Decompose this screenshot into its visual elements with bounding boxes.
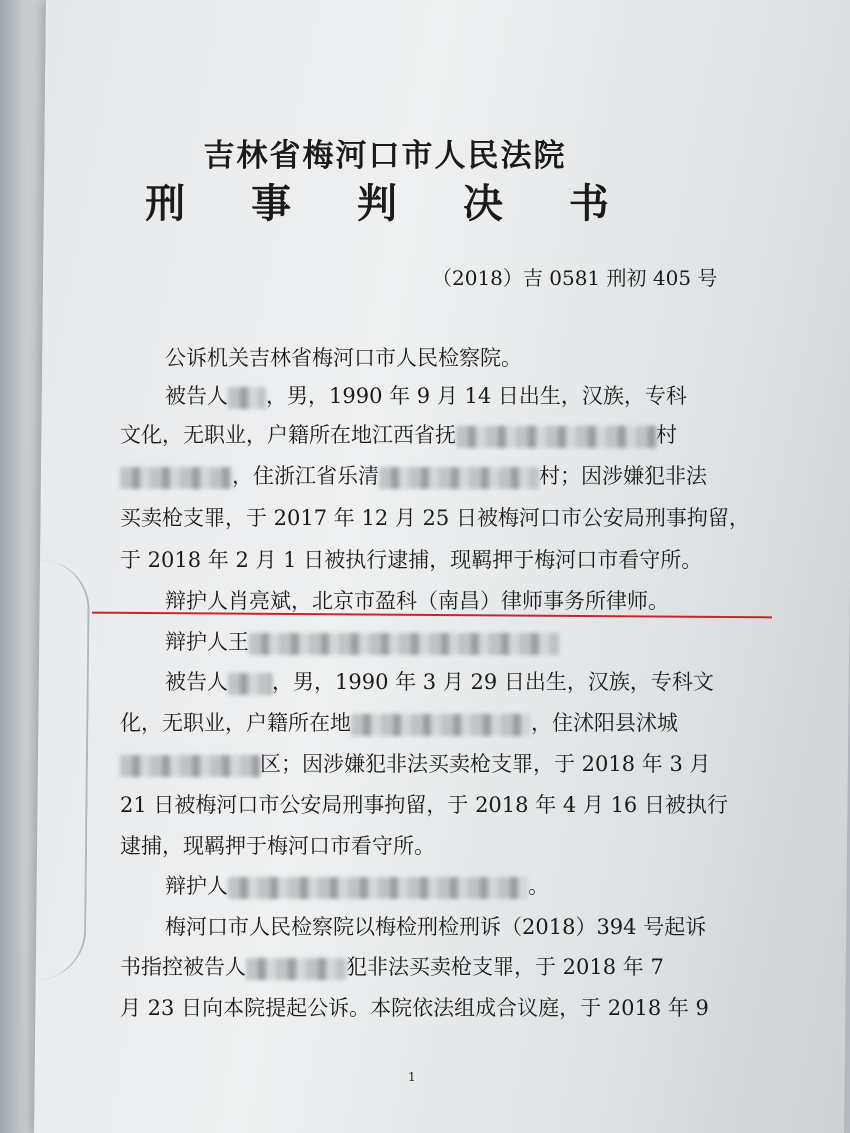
redacted-block: [351, 714, 531, 736]
line-text: ，住沭阳县沭城: [531, 711, 678, 735]
case-number: （2018）吉 0581 刑初 405 号: [432, 266, 718, 290]
text-line: [165, 876, 549, 899]
line-text: 21 日被梅河口市公安局刑事拘留，于 2018 年 4 月 16 日被执行: [120, 793, 728, 817]
line-text: 犯非法买卖枪支罪，于 2018 年 7: [346, 955, 664, 979]
text-line: [165, 386, 687, 409]
line-text: 文化，无职业，户籍所在地江西省抚: [120, 423, 456, 447]
redacted-block: [456, 426, 656, 448]
text-line: [120, 795, 728, 816]
line-text: ，住浙江省乐清: [232, 464, 379, 488]
text-line: [120, 550, 702, 571]
line-text: 化，无职业，户籍所在地: [120, 711, 351, 735]
text-line: [120, 425, 677, 448]
court-name: 吉林省梅河口市人民法院: [203, 138, 567, 174]
line-text: 辩护人肖亮斌，北京市盈科（南昌）律师事务所律师。: [165, 589, 669, 613]
redacted-block: [228, 387, 266, 409]
document-type: 刑 事 判 决 书: [145, 180, 635, 227]
text-line: [120, 713, 678, 736]
line-text: 梅河口市人民检察院以梅检刑检刑诉（2018）394 号起诉: [165, 915, 707, 939]
line-text: ，男，1990 年 3 月 29 日出生，汉族，专科文: [272, 670, 714, 694]
text-line: [120, 508, 750, 529]
text-line: [165, 591, 669, 612]
text-line: [120, 957, 664, 980]
text-line: [120, 466, 707, 489]
redacted-block: [228, 877, 528, 899]
text-line: [165, 348, 522, 369]
line-text: 月 23 日向本院提起公诉。本院依法组成合议庭，于 2018 年 9: [120, 996, 709, 1020]
line-text: 买卖枪支罪，于 2017 年 12 月 25 日被梅河口市公安局刑事拘留，: [120, 506, 750, 530]
line-text: 区；因涉嫌犯非法买卖枪支罪，于 2018 年 3 月: [260, 752, 711, 776]
line-text: ，男，1990 年 9 月 14 日出生，汉族，专科: [266, 384, 687, 408]
line-text: 书指控被告人: [120, 955, 246, 979]
text-line: [165, 917, 706, 938]
redacted-block: [249, 633, 559, 655]
page-number: 1: [408, 1070, 416, 1084]
line-text: 逮捕，现羁押于梅河口市看守所。: [120, 834, 435, 858]
text-line: [165, 632, 559, 655]
text-line: [120, 754, 711, 777]
redacted-block: [228, 673, 272, 695]
redacted-block: [379, 467, 539, 489]
line-text: 于 2018 年 2 月 1 日被执行逮捕，现羁押于梅河口市看守所。: [120, 548, 703, 572]
line-text: 村；因涉嫌犯非法: [539, 464, 707, 488]
line-text: 被告人: [165, 384, 228, 408]
line-text: 村: [656, 423, 677, 447]
redacted-block: [246, 958, 346, 980]
line-text: 辩护人王: [165, 630, 249, 654]
line-text: 辩护人: [165, 874, 228, 898]
redacted-block: [120, 467, 232, 489]
line-text: 被告人: [165, 670, 228, 694]
redacted-block: [120, 755, 260, 777]
text-line: [165, 672, 714, 695]
text-line: [120, 836, 435, 857]
text-line: [120, 998, 709, 1019]
line-text: 。: [528, 874, 549, 898]
line-text: 公诉机关吉林省梅河口市人民检察院。: [165, 346, 522, 370]
